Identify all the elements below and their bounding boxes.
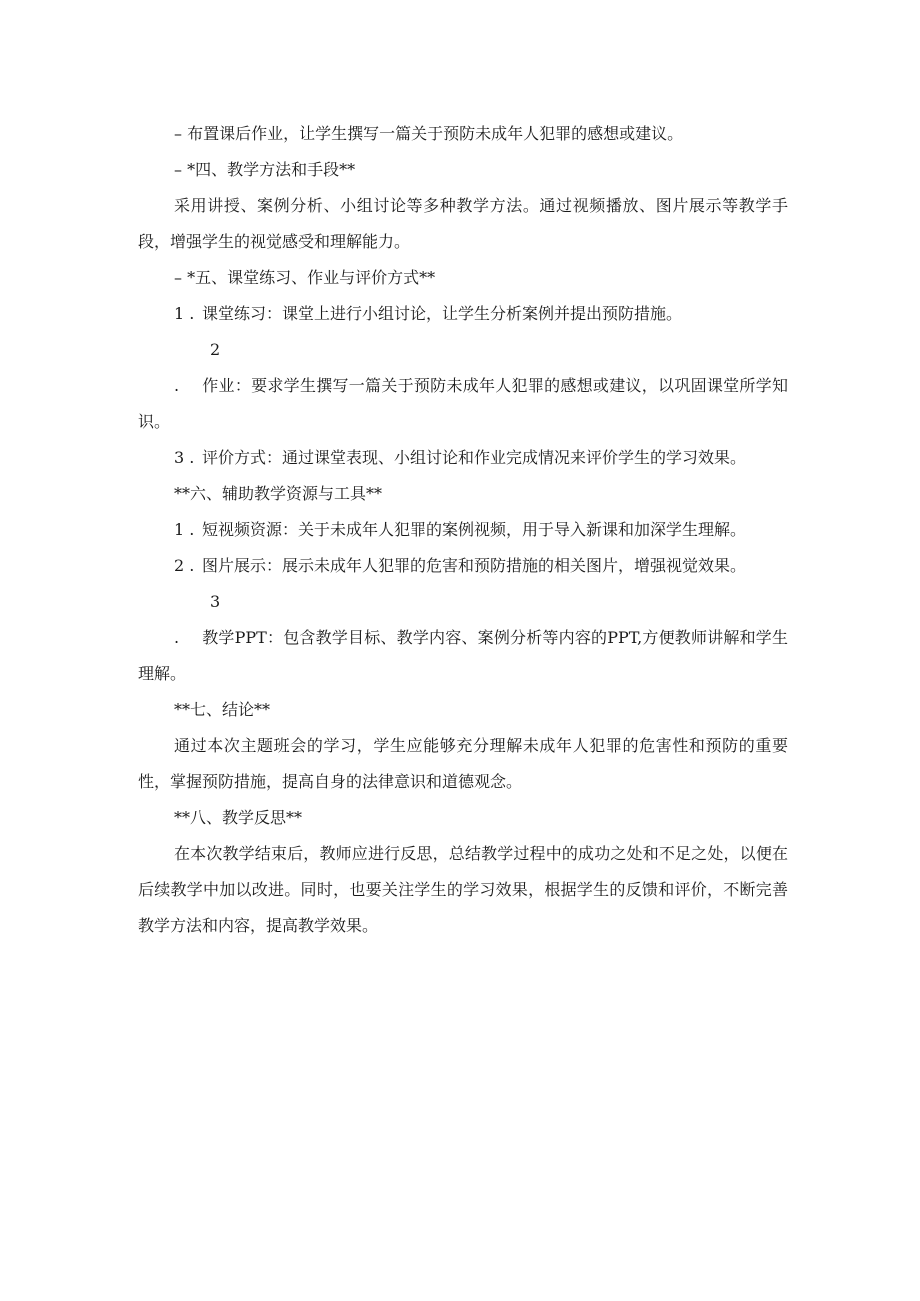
list-item: 3 . 评价方式：通过课堂表现、小组讨论和作业完成情况来评价学生的学习效果。 (174, 448, 747, 467)
list-item: 2 . 作业：要求学生撰写一篇关于预防未成年人犯罪的感想或建议，以巩固课堂所学知识。 (138, 340, 788, 431)
homework-item: – 布置课后作业，让学生撰写一篇关于预防未成年人犯罪的感想或建议。 (174, 124, 684, 143)
section-heading-6: **六、辅助教学资源与工具** (174, 484, 383, 503)
paragraph-conclusion: 通过本次主题班会的学习，学生应能够充分理解未成年人犯罪的危害性和预防的重要性，掌握预防措施，提高自身的法律意识和道德观念。 (138, 736, 788, 791)
paragraph-reflection: 在本次教学结束后，教师应进行反思，总结教学过程中的成功之处和不足之处，以便在后续教学中加以改进。同时，也要关注学生的学习效果，根据学生的反馈和评价，不断完善教学方法和内容，提高教学效果。 (138, 844, 788, 935)
paragraph-methods: 采用讲授、案例分析、小组讨论等多种教学方法。通过视频播放、图片展示等教学手段，增强学生的视觉感受和理解能力。 (138, 196, 788, 251)
section-heading-7: **七、结论** (174, 700, 271, 719)
list-item: 2 . 图片展示：展示未成年人犯罪的危害和预防措施的相关图片，增强视觉效果。 (174, 556, 747, 575)
list-item: 3 . 教学PPT：包含教学目标、教学内容、案例分析等内容的PPT,方便教师讲解和学生理解。 (138, 592, 788, 683)
section-heading-8: **八、教学反思** (174, 808, 303, 827)
list-item: 1 . 课堂练习：课堂上进行小组讨论，让学生分析案例并提出预防措施。 (174, 304, 683, 323)
document-page (138, 116, 788, 944)
list-item: 1 . 短视频资源：关于未成年人犯罪的案例视频，用于导入新课和加深学生理解。 (174, 520, 747, 539)
section-heading-5: – *五、课堂练习、作业与评价方式** (174, 268, 436, 287)
section-heading-4: – *四、教学方法和手段** (174, 160, 356, 179)
